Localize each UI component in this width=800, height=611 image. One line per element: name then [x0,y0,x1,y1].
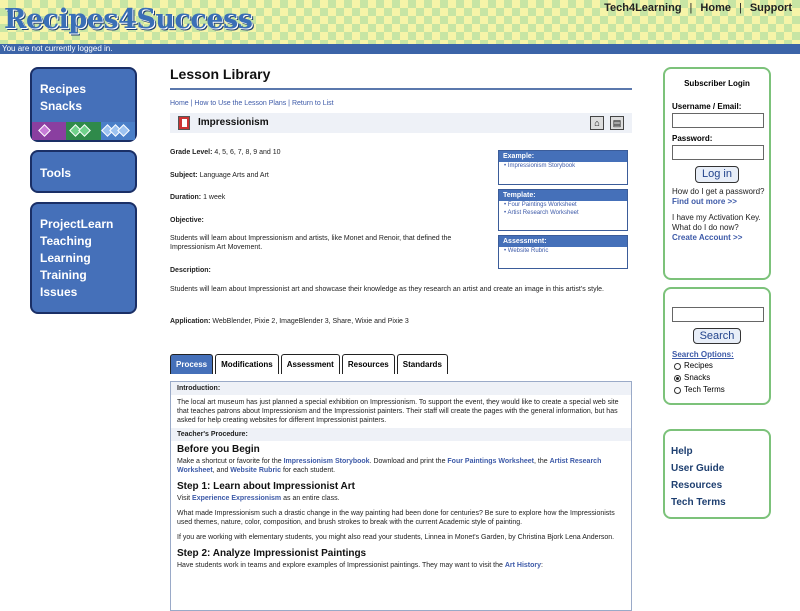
search-option-recipes[interactable]: Recipes [674,360,769,372]
breadcrumb-return[interactable]: Return to List [291,100,334,107]
template-header: Template: [499,190,627,201]
nav-separator: | [738,2,742,14]
four-paintings-link[interactable]: Four Paintings Worksheet [447,458,535,465]
subject: Subject: Language Arts and Art [170,172,269,179]
process-content [170,381,632,611]
breadcrumb: Home | How to Use the Lesson Plans | Return to List [170,100,334,107]
left-nav-projectlearn[interactable]: ProjectLearn [40,217,114,231]
help-box [663,429,771,519]
assessment-box [498,235,628,269]
description-text: Students will learn about Impressionist art and showcase their knowledge as they research an artist and create an image in this artist's style. [170,286,604,293]
left-nav-recipes-box [30,67,137,142]
left-nav-tools-box [30,150,137,193]
breadcrumb-home[interactable]: Home [170,100,189,107]
experience-link[interactable]: Experience Expressionism [192,495,282,502]
description-label: Description: [170,267,211,274]
category-swatches [32,122,135,140]
step1-text: Visit Experience Expressionism as an entire class. [177,495,340,502]
tab-modifications[interactable]: Modifications [215,354,279,374]
assessment-header: Assessment: [499,236,627,247]
lesson-title: Impressionism [198,117,269,128]
login-box [663,67,771,280]
search-option-snacks[interactable]: Snacks [674,372,769,384]
artist-research-link[interactable]: Artist Research Worksheet [177,458,602,474]
search-input[interactable] [672,307,764,322]
search-options-label: Search Options: [672,350,734,359]
activation-question: I have my Activation Key. What do I do now? [672,213,761,232]
objective-label: Objective: [170,217,204,224]
lesson-tabs [170,354,448,374]
password-label: Password: [672,134,713,143]
nav-separator: | [689,2,693,14]
left-nav-teaching[interactable]: Teaching [40,234,92,248]
intro-text: The local art museum has just planned a special exhibition on Impressionism. To support the event, they would like to create a special web site that teaches patrons about Impressionism and the Impressionist painters. Their staff will create the pages with the general information, but has asked for help creating websites for different Impressionist painters. [177,399,619,424]
home-icon[interactable]: ⌂ [590,116,604,130]
lesson-title-bar [170,113,632,133]
search-button[interactable]: Search [693,328,741,344]
left-nav-tools[interactable]: Tools [40,166,72,180]
left-nav-issues[interactable]: Issues [40,285,78,299]
tech-terms-link[interactable]: Tech Terms [671,497,726,508]
left-nav-training[interactable]: Training [40,268,87,282]
rubric-link[interactable]: Website Rubric [230,467,282,474]
art-history-link[interactable]: Art History [504,562,542,569]
nav-tech4learning[interactable]: Tech4Learning [604,2,682,14]
before-begin-heading: Before you Begin [177,444,260,455]
username-input[interactable] [672,113,764,128]
example-header: Example: [499,151,627,162]
step2-text: Have students work in teams and explore examples of Impressionist paintings. They may want to visit the Art History: [177,562,543,569]
procedure-heading: Teacher's Procedure: [171,428,631,441]
login-status-bar: You are not currently logged in. [0,44,800,54]
breadcrumb-how-to[interactable]: How to Use the Lesson Plans [194,100,287,107]
application: Application: WebBlender, Pixie 2, ImageBlender 3, Share, Wixie and Pixie 3 [170,318,409,325]
tab-resources[interactable]: Resources [342,354,395,374]
grade-level: Grade Level: 4, 5, 6, 7, 8, 9 and 10 [170,149,281,156]
main-content [170,66,632,133]
tab-assessment[interactable]: Assessment [281,354,340,374]
step2-heading: Step 2: Analyze Impressionist Paintings [177,548,367,559]
step1-question: What made Impressionism such a drastic change in the way painting had been done for centuries? Be sure to explore how the Impressionists used themes, nature, color, composition, and brush strokes to break with the current Academic style of painting. [177,510,615,526]
login-button[interactable]: Log in [695,166,739,183]
password-input[interactable] [672,145,764,160]
password-question: How do I get a password? [672,187,765,196]
nav-home[interactable]: Home [700,2,731,14]
swatch-green[interactable] [66,122,100,140]
template-box [498,189,628,231]
intro-heading: Introduction: [171,382,631,395]
create-account-link[interactable]: Create Account >> [672,233,743,242]
swatch-blue[interactable] [101,122,135,140]
user-guide-link[interactable]: User Guide [671,463,725,474]
site-header [0,0,800,44]
tab-standards[interactable]: Standards [397,354,448,374]
swatch-purple[interactable] [32,122,66,140]
assessment-link[interactable]: • Website Rubric [504,248,549,254]
find-out-more-link[interactable]: Find out more >> [672,197,737,206]
search-option-tech-terms[interactable]: Tech Terms [674,384,769,396]
left-nav-snacks[interactable]: Snacks [40,99,83,113]
nav-support[interactable]: Support [749,2,792,14]
save-icon[interactable]: ▤ [610,116,624,130]
example-link[interactable]: • Impressionism Storybook [504,163,576,169]
storybook-link[interactable]: Impressionism Storybook [283,458,370,465]
search-box [663,287,771,405]
example-box [498,150,628,185]
objective-text: Students will learn about Impressionism and artists, like Monet and Renoir, that defined the Impressionism Art Movement. [170,235,452,251]
resources-link[interactable]: Resources [671,480,723,491]
step1-elementary: If you are working with elementary students, you might also read your students, Linnea in Monet's Garden, by Christina Bjork Lena Anderson. [177,534,615,541]
before-begin-text: Make a shortcut or favorite for the Impressionism Storybook. Download and print the Four Paintings Worksheet, the Artist Research Worksheet, and Website Rubric for each student. [177,458,602,474]
book-icon [178,116,190,130]
template-link[interactable]: • Artist Research Worksheet [504,210,579,216]
template-link[interactable]: • Four Paintings Worksheet [504,202,577,208]
left-nav-learn-box [30,202,137,314]
username-label: Username / Email: [672,102,742,111]
left-nav-learning[interactable]: Learning [40,251,91,265]
help-link[interactable]: Help [671,446,693,457]
duration: Duration: 1 week [170,194,226,201]
site-logo[interactable]: Recipes4Success [4,4,253,35]
step1-heading: Step 1: Learn about Impressionist Art [177,481,355,492]
login-title: Subscriber Login [684,79,750,88]
left-nav-recipes[interactable]: Recipes [40,82,87,96]
page-title: Lesson Library [170,66,632,90]
tab-process[interactable]: Process [170,354,213,374]
top-nav [604,2,792,14]
